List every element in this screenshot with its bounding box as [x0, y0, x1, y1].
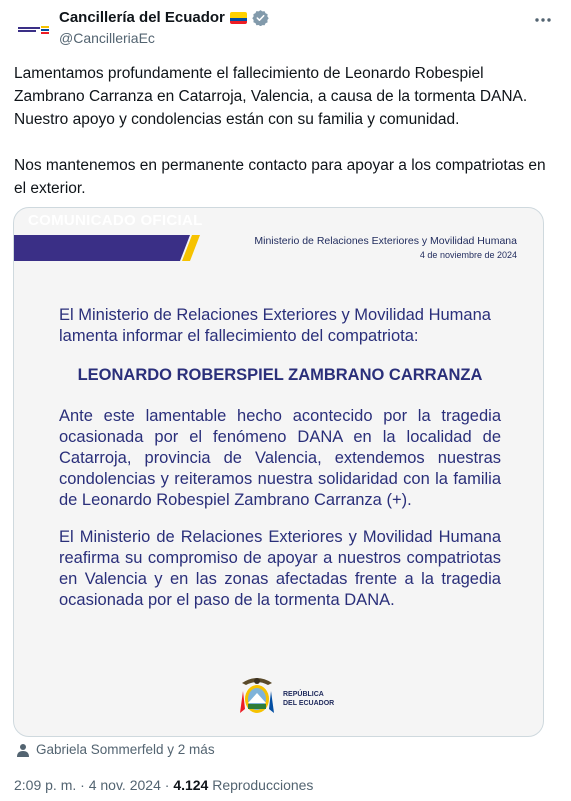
ecuador-flag-icon: [230, 12, 247, 24]
tweet-meta: [14, 777, 313, 793]
communique-date: 4 de noviembre de 2024: [419, 250, 517, 260]
view-count: 4.124: [173, 777, 209, 793]
communique-paragraph: El Ministerio de Relaciones Exteriores y Movilidad Humana lamenta informar el fallecimiento del compatriota:: [59, 306, 491, 345]
communique-paragraph: El Ministerio de Relaciones Exteriores y Movilidad Humana reafirma su compromiso de apoyar a nuestros compatriotas en Valencia y en las zonas afectadas frente a la tragedia ocasionada por el paso de la tormenta DANA.: [59, 528, 501, 609]
communique-banner: [14, 235, 200, 261]
verified-badge-icon[interactable]: [252, 9, 269, 26]
ministry-name: Ministerio de Relaciones Exteriores y Movilidad Humana: [254, 235, 517, 247]
honoree-name: LEONARDO ROBERSPIEL ZAMBRANO CARRANZA: [77, 366, 483, 384]
banner-label: COMUNICADO OFICIAL: [28, 212, 203, 229]
republica-label: REPÚBLICA DEL ECUADOR: [283, 691, 335, 707]
ministry-header: [254, 235, 517, 260]
tagged-users[interactable]: [16, 742, 215, 757]
meta-separator: ·: [76, 777, 89, 793]
tweet-date[interactable]: 4 nov. 2024: [88, 777, 161, 793]
tagged-users-label[interactable]: Gabriela Sommerfeld y 2 más: [36, 742, 215, 757]
tweet-paragraph: Nos mantenemos en permanente contacto para apoyar a los compatriotas en el exterior.: [14, 157, 546, 197]
tweet-paragraph: Lamentamos profundamente el fallecimiento de Leonardo Robespiel Zambrano Carranza en Catarroja, Valencia, a causa de la tormenta DANA. Nuestro apoyo y condolencias están con su familia y comunidad.: [14, 65, 528, 128]
meta-separator: ·: [160, 777, 174, 793]
communique-paragraph: Ante este lamentable hecho acontecido por la tragedia ocasionada por el fenómeno DANA en la localidad de Catarroja, provincia de Valencia, extendemos nuestras condolencias y reiteramos nuestra solidaridad con la familia de Leonardo Robespiel Zambrano Carranza (+).: [59, 407, 501, 509]
tweet-header: [14, 8, 557, 52]
cancilleria-logo-icon: [16, 23, 52, 37]
tweet-time[interactable]: 2:09 p. m.: [14, 777, 77, 793]
more-options-icon[interactable]: [529, 10, 557, 30]
tweet-text: [14, 62, 557, 200]
person-tag-icon: [16, 743, 30, 757]
ecuador-seal-icon: [238, 673, 276, 717]
avatar[interactable]: [14, 10, 54, 50]
account-handle[interactable]: @CancilleriaEc: [59, 30, 155, 46]
display-name[interactable]: Cancillería del Ecuador: [59, 9, 225, 26]
views-label: Reproducciones: [208, 777, 314, 793]
communique-image[interactable]: [13, 207, 544, 737]
